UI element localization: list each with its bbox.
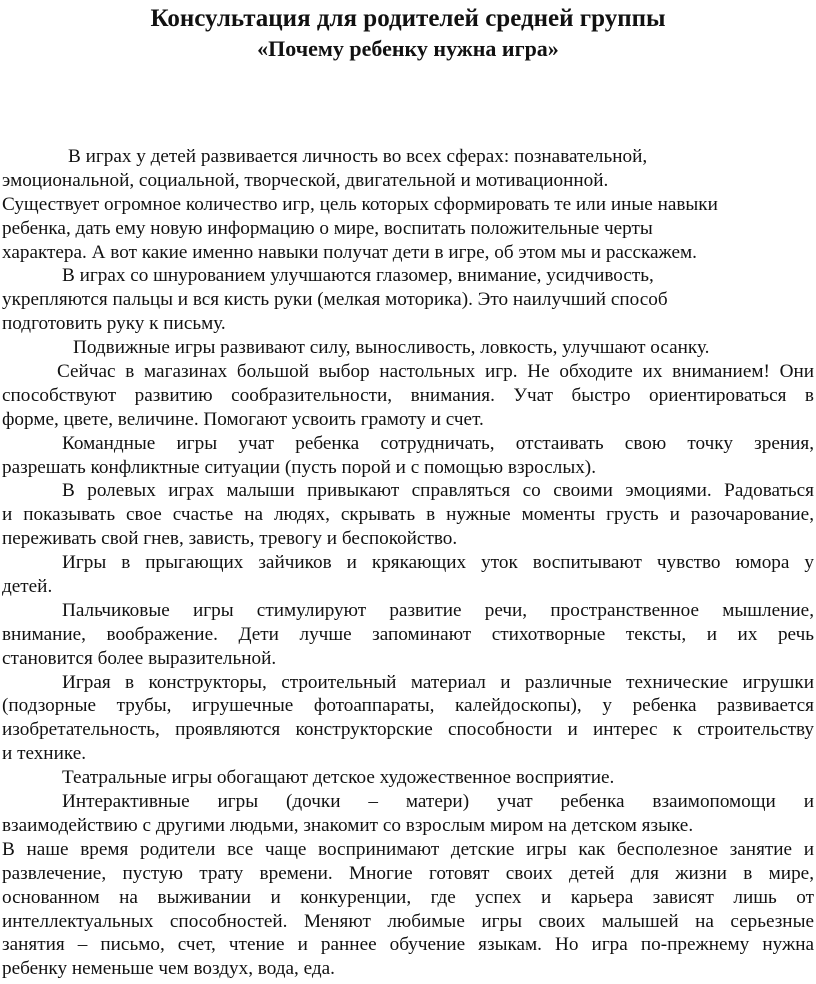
text-line: занятия – письмо, счет, чтение и раннее обучение языкам. Но игра по-прежнему нужна — [2, 934, 814, 956]
text-line: В играх у детей развивается личность во всех сферах: познавательной, — [68, 146, 648, 167]
paragraph — [2, 264, 814, 336]
text-line: Подвижные игры развивают силу, выносливость, ловкость, улучшают осанку. — [73, 337, 710, 359]
text-line: становится более выразительной. — [2, 647, 277, 669]
text-line: основанном на выживании и конкуренции, где успех и карьера зависят лишь от — [2, 886, 814, 908]
paragraph — [2, 145, 814, 264]
text-line: взаимодействию с другими людьми, знакомит со взрослым миром на детском языке. — [2, 814, 694, 836]
paragraph — [2, 599, 814, 671]
text-line: детей. — [2, 576, 53, 598]
document-subtitle: «Почему ребенку нужна игра» — [257, 36, 559, 61]
text-line: форме, цвете, величине. Помогают усвоить грамоту и счет. — [2, 408, 484, 430]
paragraph — [2, 790, 814, 838]
text-line: В играх со шнурованием улучшаются глазомер, внимание, усидчивость, — [62, 265, 654, 287]
paragraph — [2, 336, 814, 360]
text-line: Игры в прыгающих зайчиков и крякающих уток воспитывают чувство юмора у — [62, 552, 814, 574]
text-line: характера. А вот какие именно навыки получат дети в игре, об этом мы и расскажем. — [2, 241, 697, 263]
text-line: Командные игры учат ребенка сотрудничать, отстаивать свою точку зрения, — [62, 432, 814, 454]
paragraph — [2, 432, 814, 480]
document-body — [2, 145, 814, 981]
text-line: (подзорные трубы, игрушечные фотоаппараты, калейдоскопы), у ребенка развивается — [2, 695, 814, 717]
document-title: Консультация для родителей средней группы — [150, 5, 666, 32]
text-line: ребенку неменьше чем воздух, вода, еда. — [2, 958, 335, 980]
paragraph — [2, 671, 814, 767]
text-line: способствуют развитию сообразительности, внимания. Учат быстро ориентироваться в — [2, 384, 814, 406]
text-line: ребенка, дать ему новую информацию о мире, воспитать положительные черты — [2, 217, 653, 239]
text-line: изобретательность, проявляются конструкторские способности и интерес к строительству — [2, 719, 814, 741]
text-line: Театральные игры обогащают детское художественное восприятие. — [62, 767, 615, 789]
text-line: эмоциональной, социальной, творческой, двигательной и мотивационной. — [2, 169, 609, 191]
text-line: переживать свой гнев, зависть, тревогу и беспокойство. — [2, 528, 458, 550]
text-line: Пальчиковые игры стимулируют развитие речи, пространственное мышление, — [62, 599, 814, 621]
paragraph — [2, 360, 814, 432]
text-line: и показывать свое счастье на людях, скрывать в нужные моменты грусть и разочарование, — [2, 504, 814, 526]
text-line: В наше время родители все чаще воспринимают детские игры как бесполезное занятие и — [2, 838, 814, 860]
text-line: подготовить руку к письму. — [2, 313, 226, 335]
text-line: Играя в конструкторы, строительный материал и различные технические игрушки — [62, 671, 814, 693]
text-line: Существует огромное количество игр, цель которых сформировать те или иные навыки — [2, 193, 718, 215]
paragraph — [2, 551, 814, 599]
text-line: интеллектуальных способностей. Меняют любимые игры своих малышей на серьезные — [2, 910, 814, 932]
paragraph — [2, 766, 814, 790]
text-line: разрешать конфликтные ситуации (пусть порой и с помощью взрослых). — [2, 456, 596, 478]
text-line: В ролевых играх малыши привыкают справляться со своими эмоциями. Радоваться — [62, 480, 814, 502]
paragraph — [2, 838, 814, 981]
text-line: развлечение, пустую трату времени. Многие готовят своих детей для жизни в мире, — [2, 862, 814, 884]
paragraph — [2, 479, 814, 551]
text-line: укрепляются пальцы и вся кисть руки (мелкая моторика). Это наилучший способ — [2, 289, 668, 311]
text-line: Интерактивные игры (дочки – матери) учат ребенка взаимопомощи и — [62, 791, 814, 813]
text-line: внимание, воображение. Дети лучше запоминают стихотворные тексты, и их речь — [2, 623, 814, 645]
text-line: Сейчас в магазинах большой выбор настольных игр. Не обходите их вниманием! Они — [57, 361, 814, 383]
text-line: и технике. — [2, 743, 87, 765]
